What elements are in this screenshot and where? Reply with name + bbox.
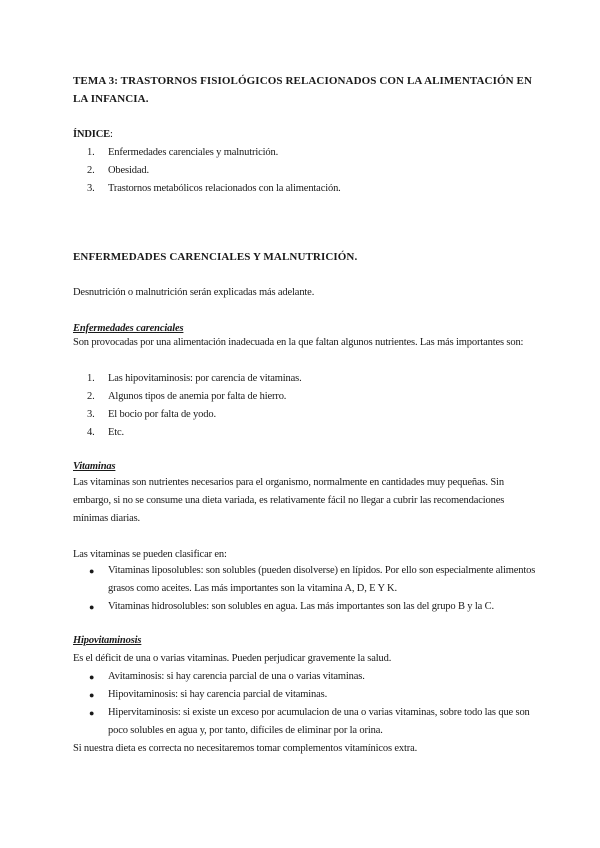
list-item-text: Vitaminas liposolubles: son solubles (pueden disolverse) en lípidos. Por ello son especialmente alimentos grasos como aceites. Las más importantes son la vitamina A, D, E Y K. bbox=[108, 565, 536, 594]
index-label: ÍNDICE bbox=[73, 129, 111, 140]
hipovitaminosis-list bbox=[87, 668, 537, 740]
list-item-text: Vitaminas hidrosolubles: son solubles en agua. Las más importantes son las del grupo B y la C. bbox=[108, 601, 494, 612]
list-item-text: Las hipovitaminosis: por carencia de vitaminas. bbox=[108, 373, 302, 384]
index-colon: : bbox=[110, 129, 113, 140]
list-number: 1. bbox=[87, 373, 95, 384]
hipovitaminosis-paragraph: Es el déficit de una o varias vitaminas. Pueden perjudicar gravemente la salud. bbox=[73, 653, 392, 664]
list-item bbox=[87, 144, 537, 162]
list-item bbox=[87, 406, 537, 424]
carenciales-paragraph: Son provocadas por una alimentación inadecuada en la que faltan algunos nutrientes. Las más importantes son: bbox=[73, 337, 524, 348]
index-list bbox=[87, 144, 537, 198]
list-item bbox=[87, 388, 537, 406]
list-item bbox=[87, 162, 537, 180]
list-item bbox=[87, 686, 537, 704]
list-number: 4. bbox=[87, 427, 95, 438]
carenciales-heading: Enfermedades carenciales bbox=[73, 323, 184, 334]
list-item-text: Hipovitaminosis: si hay carencia parcial de vitaminas. bbox=[108, 689, 328, 700]
bullet-icon: ● bbox=[89, 672, 95, 682]
list-item bbox=[87, 180, 537, 198]
list-item bbox=[87, 704, 537, 740]
list-item-text: Enfermedades carenciales y malnutrición. bbox=[108, 147, 279, 158]
intro-paragraph: Desnutrición o malnutrición serán explicadas más adelante. bbox=[73, 287, 315, 298]
list-item-text: Trastornos metabólicos relacionados con la alimentación. bbox=[108, 183, 341, 194]
closing-paragraph: Si nuestra dieta es correcta no necesitaremos tomar complementos vitamínicos extra. bbox=[73, 743, 418, 754]
list-number: 3. bbox=[87, 183, 95, 194]
list-item bbox=[87, 598, 537, 616]
list-item bbox=[87, 562, 537, 598]
bullet-icon: ● bbox=[89, 602, 95, 612]
list-item-text: Etc. bbox=[108, 427, 125, 438]
section-title: ENFERMEDADES CARENCIALES Y MALNUTRICIÓN. bbox=[73, 251, 358, 263]
list-item bbox=[87, 370, 537, 388]
list-number: 3. bbox=[87, 409, 95, 420]
document-title: TEMA 3: TRASTORNOS FISIOLÓGICOS RELACIONADOS CON LA ALIMENTACIÓN EN LA INFANCIA. bbox=[73, 75, 533, 105]
list-item-text: Avitaminosis: si hay carencia parcial de una o varias vitaminas. bbox=[108, 671, 365, 682]
bullet-icon: ● bbox=[89, 690, 95, 700]
index-heading bbox=[73, 126, 533, 144]
vitaminas-heading: Vitaminas bbox=[73, 461, 116, 472]
bullet-icon: ● bbox=[89, 708, 95, 718]
list-number: 2. bbox=[87, 391, 95, 402]
vitaminas-classify-text: Las vitaminas se pueden clasificar en: bbox=[73, 549, 227, 560]
list-number: 2. bbox=[87, 165, 95, 176]
vitaminas-list bbox=[87, 562, 537, 616]
list-item bbox=[87, 668, 537, 686]
list-item bbox=[87, 424, 537, 442]
list-item-text: Algunos tipos de anemia por falta de hierro. bbox=[108, 391, 287, 402]
carenciales-list bbox=[87, 370, 537, 442]
list-number: 1. bbox=[87, 147, 95, 158]
list-item-text: Obesidad. bbox=[108, 165, 149, 176]
vitaminas-paragraph: Las vitaminas son nutrientes necesarios para el organismo, normalmente en cantidades muy pequeñas. Sin embargo, si no se consume una dieta variada, es relativamente fácil no llegar a cubrir las recomendaciones mínimas diarias. bbox=[73, 477, 505, 524]
hipovitaminosis-heading: Hipovitaminosis bbox=[73, 635, 142, 646]
list-item-text: Hipervitaminosis: si existe un exceso por acumulacion de una o varias vitaminas, sobre todo las que son poco solubles en agua y, por tanto, difíciles de eliminar por la orina. bbox=[108, 707, 530, 736]
bullet-icon: ● bbox=[89, 566, 95, 576]
list-item-text: El bocio por falta de yodo. bbox=[108, 409, 216, 420]
